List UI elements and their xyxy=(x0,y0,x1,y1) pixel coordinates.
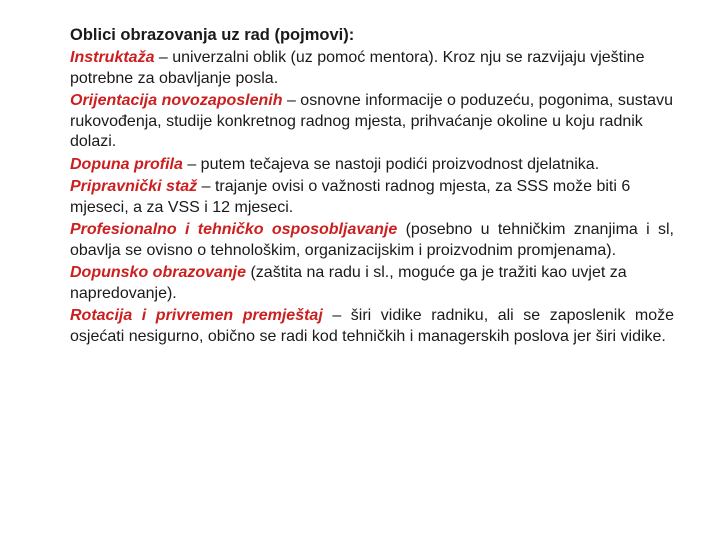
slide-content xyxy=(70,24,674,349)
entry-rotacija xyxy=(70,306,674,347)
entry-dopuna-profila xyxy=(70,155,674,176)
entry-term: Dopuna profila xyxy=(70,155,183,173)
entry-term: Profesionalno i tehničko osposobljavanje xyxy=(70,221,398,238)
entry-term: Dopunsko obrazovanje xyxy=(70,264,247,281)
entry-text: (posebno u tehničkim znanjima i sl, obavlja se ovisno o tehnološkim, organizacijskim i proizvodnim promjenama). xyxy=(70,221,674,259)
entry-term: Instruktaža xyxy=(70,49,155,66)
entry-text: – trajanje ovisi o važnosti radnog mjesta, za SSS može biti 6 mjeseci, a za VSS i 12 mjeseci. xyxy=(70,178,631,216)
entry-text: (zaštita na radu i sl., moguće ga je tražiti kao uvjet za napredovanje). xyxy=(70,264,627,302)
entry-term: Rotacija i privremen premještaj xyxy=(70,307,323,324)
entry-instruktaza xyxy=(70,48,674,89)
entry-term: Orijentacija novozaposlenih xyxy=(70,92,283,109)
entry-text: – širi vidike radniku, ali se zaposlenik može osjećati nesigurno, obično se radi kod tehničkih i managerskih poslova jer širi vidike. xyxy=(70,307,674,345)
entry-text: – putem tečajeva se nastoji podići proizvodnost djelatnika. xyxy=(182,155,600,173)
entry-orijentacija xyxy=(70,91,674,153)
slide-title: Oblici obrazovanja uz rad (pojmovi): xyxy=(70,26,355,44)
entry-pripravnicki-staz xyxy=(70,177,674,218)
entry-text: – univerzalni oblik (uz pomoć mentora). Kroz nju se razvijaju vještine potrebne za obavljanje posla. xyxy=(70,49,645,87)
entry-dopunsko-obrazovanje xyxy=(70,263,674,304)
entry-term: Pripravnički staž xyxy=(70,178,198,195)
entry-text: – osnovne informacije o poduzeću, pogonima, sustavu rukovođenja, studije konkretnog radnog mjesta, prihvaćanje okoline u koju radnik dolazi. xyxy=(70,92,673,150)
entry-profesionalno-osposobljavanje xyxy=(70,220,674,261)
